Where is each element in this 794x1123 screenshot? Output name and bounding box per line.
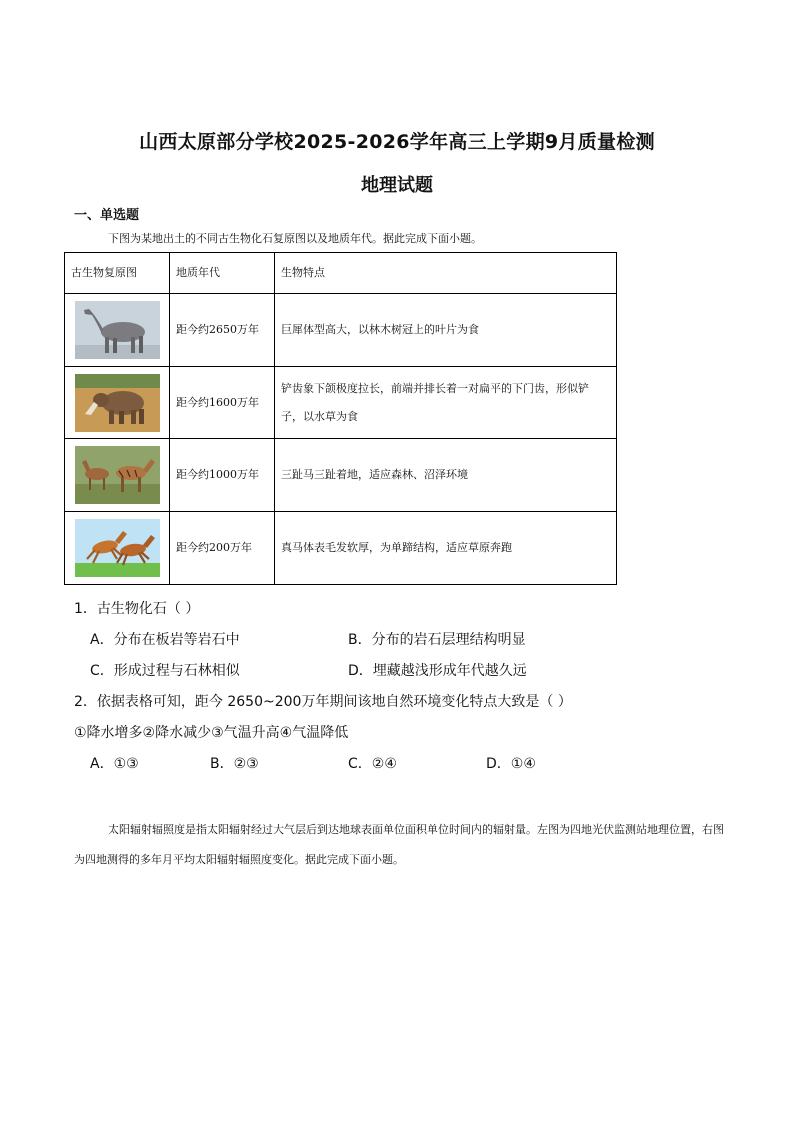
table-row [65, 512, 617, 585]
feature-cell: 三趾马三趾着地，适应森林、沼泽环境 [275, 439, 617, 512]
question-2-option-c[interactable]: C．②④ [348, 756, 397, 772]
feature-cell: 巨犀体型高大，以林木树冠上的叶片为食 [275, 294, 617, 367]
elephant-like-mammal-image [75, 374, 160, 432]
feature-cell: 铲齿象下颌极度拉长，前端并排长着一对扁平的下门齿，形似铲子，以水草为食 [275, 367, 617, 439]
question-2-stem: 2．依据表格可知，距今 2650~200万年期间该地自然环境变化特点大致是（ ） [74, 694, 572, 710]
passage-solar-radiation: 太阳辐射辐照度是指太阳辐射经过大气层后到达地球表面单位面积单位时间内的辐射量。左图为四地光伏监测站地理位置，右图为四地测得的多年月平均太阳辐射辐照度变化。据此完成下面小题。 [74, 823, 724, 866]
age-cell: 距今约1600万年 [170, 367, 275, 439]
question-1-option-a[interactable]: A．分布在板岩等岩石中 [90, 632, 240, 648]
section-heading: 一、单选题 [74, 208, 140, 223]
age-cell: 距今约1000万年 [170, 439, 275, 512]
age-cell: 距今约200万年 [170, 512, 275, 585]
feature-cell: 真马体表毛发软厚，为单蹄结构，适应草原奔跑 [275, 512, 617, 585]
question-2-option-b[interactable]: B．②③ [210, 756, 259, 772]
table-row [65, 294, 617, 367]
question-intro: 下图为某地出土的不同古生物化石复原图以及地质年代。据此完成下面小题。 [108, 232, 482, 245]
question-2-items: ①降水增多②降水减少③气温升高④气温降低 [74, 725, 349, 741]
three-toed-horse-image [75, 446, 160, 504]
document-subtitle: 地理试题 [361, 175, 433, 196]
document-title: 山西太原部分学校2025-2026学年高三上学期9月质量检测 [139, 131, 655, 153]
header-cell-age: 地质年代 [170, 253, 275, 294]
giraffe-like-mammal-image [75, 301, 160, 359]
question-1-option-c[interactable]: C．形成过程与石林相似 [90, 663, 240, 679]
question-2-option-d[interactable]: D．①④ [486, 756, 536, 772]
question-1-stem: 1．古生物化石（ ） [74, 601, 200, 617]
table-row [65, 367, 617, 439]
question-1-option-d[interactable]: D．埋藏越浅形成年代越久远 [348, 663, 527, 679]
table-row [65, 439, 617, 512]
fossil-table [64, 252, 617, 585]
table-header-row [65, 253, 617, 294]
header-cell-image: 古生物复原图 [65, 253, 170, 294]
running-horses-image [75, 519, 160, 577]
age-cell: 距今约2650万年 [170, 294, 275, 367]
question-1-option-b[interactable]: B．分布的岩石层理结构明显 [348, 632, 526, 648]
question-2-option-a[interactable]: A．①③ [90, 756, 139, 772]
header-cell-feature: 生物特点 [275, 253, 617, 294]
